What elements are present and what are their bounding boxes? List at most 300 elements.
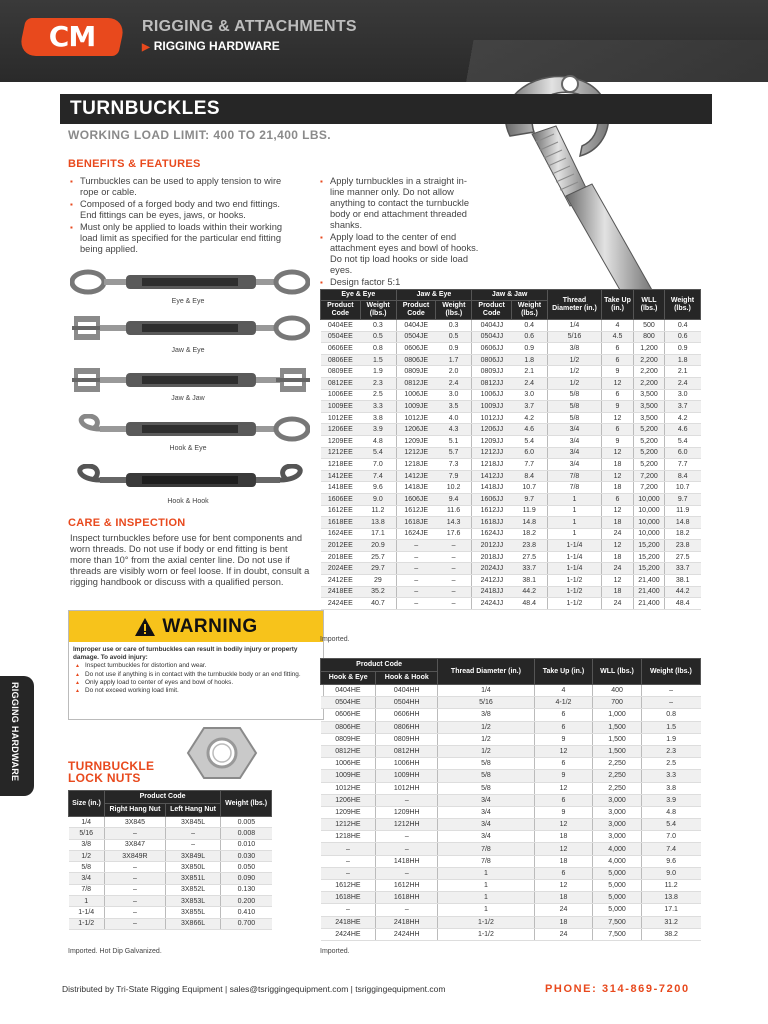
table-cell: 5.4 (641, 819, 700, 831)
table-row (321, 770, 701, 782)
table-cell: 0809HH (376, 733, 438, 745)
table-cell: – (104, 918, 165, 929)
table-row (321, 354, 701, 366)
table-cell: 3X851L (165, 873, 220, 884)
table-cell: 0812EE (321, 377, 361, 389)
table-cell: – (165, 828, 220, 839)
table-cell: – (104, 862, 165, 873)
table-cell: 1-1/2 (438, 928, 534, 940)
table-cell: 18 (601, 551, 633, 563)
table-cell: 12 (601, 412, 633, 424)
table-cell: 7.0 (360, 459, 396, 471)
table-row (69, 896, 272, 907)
table-cell: 7.4 (641, 843, 700, 855)
col-product-code: Product Code (321, 659, 438, 672)
table-row (321, 331, 701, 343)
table-cell: 0504HE (321, 697, 376, 709)
benefit-item: ▪ Must only be applied to loads within their working load limit as specified for the particular end fitting being applied. (70, 222, 298, 255)
table-cell: 2.4 (436, 377, 472, 389)
table-cell: 1-1/4 (547, 540, 601, 552)
table-cell: 1,200 (634, 343, 665, 355)
table-cell: 0.008 (221, 828, 272, 839)
hook-table-note: Imported. (320, 948, 350, 955)
table-cell: 1612JE (396, 505, 436, 517)
table-cell: 1,500 (593, 745, 641, 757)
table-cell: 18 (534, 892, 593, 904)
table-cell: 5/8 (438, 758, 534, 770)
table-cell: 23.8 (511, 540, 547, 552)
caption-jaw-jaw: Jaw & Jaw (171, 395, 205, 402)
table-cell: 3/8 (438, 709, 534, 721)
locknut-table-body (69, 817, 272, 930)
table-cell: 0.200 (221, 896, 272, 907)
table-cell: 4,000 (593, 843, 641, 855)
table-cell: 1212EE (321, 447, 361, 459)
table-cell: 6 (534, 867, 593, 879)
table-cell: 0.4 (511, 320, 547, 332)
table-row (321, 843, 701, 855)
table-row (321, 528, 701, 540)
table-cell: – (396, 551, 436, 563)
table-cell: 1 (547, 505, 601, 517)
main-table-body (321, 320, 701, 610)
table-row (69, 907, 272, 918)
table-row (321, 447, 701, 459)
warning-item: ▲ Do not use if anything is in contact with the turnbuckle body or an end fitting. (73, 671, 319, 679)
table-cell: 4,000 (593, 855, 641, 867)
table-cell: – (396, 563, 436, 575)
table-cell: 4.8 (360, 435, 396, 447)
table-cell: 1 (547, 528, 601, 540)
table-row (69, 839, 272, 850)
table-cell: – (376, 794, 438, 806)
table-cell: 1 (69, 896, 105, 907)
table-cell: – (165, 839, 220, 850)
col-weight-sub: Weight (lbs.) (360, 301, 396, 320)
table-row (321, 855, 701, 867)
table-cell: 1-1/2 (69, 918, 105, 929)
table-cell: 0.3 (436, 320, 472, 332)
table-cell: 0.700 (221, 918, 272, 929)
table-cell: 27.5 (511, 551, 547, 563)
col-wll: WLL (lbs.) (593, 659, 641, 685)
table-cell: – (321, 867, 376, 879)
table-cell: 1-1/2 (547, 586, 601, 598)
table-cell: 13.8 (360, 517, 396, 529)
table-cell: 1/4 (69, 817, 105, 828)
col-size: Size (in.) (69, 791, 105, 817)
table-cell: 10,000 (634, 528, 665, 540)
table-cell: 12 (601, 470, 633, 482)
table-cell: 2018JJ (472, 551, 512, 563)
table-cell: 1612HE (321, 880, 376, 892)
table-cell: 25.7 (360, 551, 396, 563)
table-cell: 1 (438, 867, 534, 879)
table-cell: 4.8 (641, 806, 700, 818)
table-cell: 7.9 (436, 470, 472, 482)
table-row (321, 745, 701, 757)
table-cell: 5/8 (438, 782, 534, 794)
table-cell: 8.4 (511, 470, 547, 482)
table-cell: 40.7 (360, 598, 396, 610)
table-cell: 0812HE (321, 745, 376, 757)
table-cell: 3X849L (165, 850, 220, 861)
table-cell: 1/4 (547, 320, 601, 332)
table-cell: 2.1 (664, 366, 700, 378)
side-tab (0, 676, 34, 796)
table-cell: 3/4 (547, 447, 601, 459)
col-product-code: Product Code (321, 301, 361, 320)
table-cell: 31.2 (641, 916, 700, 928)
table-cell: 5.4 (511, 435, 547, 447)
table-cell: – (376, 843, 438, 855)
caption-eye-eye: Eye & Eye (171, 298, 205, 305)
table-cell: 38.1 (664, 575, 700, 587)
table-cell: 33.7 (511, 563, 547, 575)
table-cell: 3/4 (438, 831, 534, 843)
table-row (321, 892, 701, 904)
col-take-up: Take Up (in.) (601, 290, 633, 320)
table-cell: 1212JJ (472, 447, 512, 459)
caption-hook-hook: Hook & Hook (167, 498, 209, 505)
table-cell: 1.8 (511, 354, 547, 366)
warning-item: ▲ Only apply load to center of eyes and bowl of hooks. (73, 679, 319, 687)
table-cell: – (436, 563, 472, 575)
table-cell: 4.0 (436, 412, 472, 424)
table-cell: 1006HH (376, 758, 438, 770)
warning-item: ▲ Inspect turnbuckles for distortion and wear. (73, 662, 319, 670)
caption-jaw-eye: Jaw & Eye (171, 347, 205, 354)
table-cell: 0.005 (221, 817, 272, 828)
col-left-hang-nut: Left Hang Nut (165, 804, 220, 817)
table-row (321, 343, 701, 355)
table-cell: 1/2 (547, 366, 601, 378)
table-cell: 4.6 (511, 424, 547, 436)
table-cell: 3/4 (69, 873, 105, 884)
table-cell: 5,200 (634, 424, 665, 436)
table-cell: 0504HH (376, 697, 438, 709)
col-weight: Weight (lbs.) (664, 290, 700, 320)
table-cell: 3/4 (438, 819, 534, 831)
table-cell: 14.3 (436, 517, 472, 529)
table-row (321, 916, 701, 928)
table-row (321, 540, 701, 552)
locknut-title-line2: LOCK NUTS (68, 771, 141, 785)
eye-jaw-spec-table (320, 289, 701, 610)
table-cell: 6 (534, 709, 593, 721)
table-cell: 15,200 (634, 563, 665, 575)
table-cell: 1.8 (664, 354, 700, 366)
table-cell: 1624EE (321, 528, 361, 540)
table-cell: – (376, 867, 438, 879)
table-cell: 1212JE (396, 447, 436, 459)
table-row (321, 366, 701, 378)
benefits-list-left (70, 176, 298, 256)
table-cell: 27.5 (664, 551, 700, 563)
table-cell: 14.8 (511, 517, 547, 529)
table-cell: 2.0 (436, 366, 472, 378)
table-cell: 3X845 (104, 817, 165, 828)
col-weight-sub: Weight (lbs.) (511, 301, 547, 320)
table-cell: 3,500 (634, 412, 665, 424)
benefit-item: ▪ Turnbuckles can be used to apply tension to wire rope or cable. (70, 176, 298, 198)
table-cell: 4-1/2 (534, 697, 593, 709)
table-cell: 6 (601, 424, 633, 436)
table-cell: 0.6 (664, 331, 700, 343)
table-cell: – (104, 896, 165, 907)
table-cell: 7,200 (634, 482, 665, 494)
table-cell: 8.4 (664, 470, 700, 482)
table-cell: 1218JE (396, 459, 436, 471)
table-cell: 1 (438, 880, 534, 892)
table-cell: 1006JJ (472, 389, 512, 401)
table-cell: 29 (360, 575, 396, 587)
table-cell: 1412EE (321, 470, 361, 482)
table-cell: 5,000 (593, 867, 641, 879)
table-cell: 1.5 (360, 354, 396, 366)
table-cell: 10.7 (664, 482, 700, 494)
table-cell: 24 (601, 598, 633, 610)
table-cell: 20.9 (360, 540, 396, 552)
table-cell: 11.2 (360, 505, 396, 517)
table-cell: 1209HH (376, 806, 438, 818)
table-cell: 700 (593, 697, 641, 709)
table-cell: 48.4 (664, 598, 700, 610)
table-row (321, 709, 701, 721)
table-cell: 0806JJ (472, 354, 512, 366)
table-row (321, 482, 701, 494)
table-row (69, 918, 272, 929)
table-cell: 6 (601, 389, 633, 401)
table-cell: 9 (534, 733, 593, 745)
table-cell: 4.3 (436, 424, 472, 436)
jaw-jaw-turnbuckle-image (70, 366, 310, 394)
table-cell: – (436, 551, 472, 563)
table-cell: 1412JJ (472, 470, 512, 482)
table-cell: 6 (534, 794, 593, 806)
table-cell: 1.9 (641, 733, 700, 745)
col-take-up: Take Up (in.) (534, 659, 593, 685)
table-cell: 0.9 (436, 343, 472, 355)
table-cell: 6 (534, 721, 593, 733)
table-cell: 7.7 (664, 459, 700, 471)
table-cell: 3/4 (547, 435, 601, 447)
table-cell: 0.4 (664, 320, 700, 332)
table-cell: 4 (534, 685, 593, 697)
table-row (321, 867, 701, 879)
table-cell: – (321, 843, 376, 855)
table-row (69, 850, 272, 861)
table-cell: – (436, 575, 472, 587)
table-cell: 12 (601, 540, 633, 552)
table-cell: 44.2 (511, 586, 547, 598)
table-cell: 1 (547, 517, 601, 529)
table-cell: 35.2 (360, 586, 396, 598)
table-cell: – (396, 540, 436, 552)
table-cell: 18 (534, 831, 593, 843)
care-text: Inspect turnbuckles before use for bent components and worn threads. Do not use if body or end fitting is bent more than 10° from the axial center line. Do not use if threads are visibly worn or feel loose. If in doubt, consult a rigging handbook or discuss with a qualified person. (70, 533, 310, 587)
table-cell: 2.5 (360, 389, 396, 401)
table-cell: 2012EE (321, 540, 361, 552)
table-cell: 5/16 (69, 828, 105, 839)
table-cell: 2,250 (593, 770, 641, 782)
table-cell: 0404EE (321, 320, 361, 332)
table-cell: 9.4 (436, 493, 472, 505)
col-thread-diameter: Thread Diameter (in.) (547, 290, 601, 320)
table-cell: 0812HH (376, 745, 438, 757)
table-cell: 1012EE (321, 412, 361, 424)
jaw-eye-turnbuckle-image (70, 314, 310, 342)
table-row (321, 459, 701, 471)
table-cell: 1009EE (321, 401, 361, 413)
table-row (321, 697, 701, 709)
table-cell: 21,400 (634, 586, 665, 598)
table-cell: 5/8 (438, 770, 534, 782)
table-cell: 18 (601, 459, 633, 471)
table-cell: 6 (534, 758, 593, 770)
footer-phone: PHONE: 314-869-7200 (545, 983, 690, 995)
table-cell: 17.1 (360, 528, 396, 540)
table-cell: 3/4 (547, 459, 601, 471)
benefit-item: ▪ Composed of a forged body and two end fittings. End fittings can be eyes, jaws, or hooks. (70, 199, 298, 221)
table-cell: 7/8 (438, 855, 534, 867)
table-cell: 12 (534, 843, 593, 855)
table-cell: 5.7 (436, 447, 472, 459)
table-cell: 7/8 (438, 843, 534, 855)
table-cell: 9.7 (511, 493, 547, 505)
table-cell: 4 (601, 320, 633, 332)
table-cell: 12 (534, 782, 593, 794)
table-cell: 5,000 (593, 904, 641, 916)
table-cell: 1209JJ (472, 435, 512, 447)
table-cell: 3.0 (664, 389, 700, 401)
table-row (321, 389, 701, 401)
table-row (321, 551, 701, 563)
table-cell: 9.7 (664, 493, 700, 505)
table-row (321, 505, 701, 517)
table-cell: 11.6 (436, 505, 472, 517)
table-cell: 5,200 (634, 459, 665, 471)
table-cell: 0806JE (396, 354, 436, 366)
table-cell: 1.5 (641, 721, 700, 733)
table-row (321, 758, 701, 770)
col-wll: WLL (lbs.) (634, 290, 665, 320)
table-row (321, 685, 701, 697)
table-cell: 2.1 (511, 366, 547, 378)
table-cell: – (321, 855, 376, 867)
table-cell: 1006JE (396, 389, 436, 401)
table-cell: 0.410 (221, 907, 272, 918)
table-cell: 1218HE (321, 831, 376, 843)
table-row (321, 575, 701, 587)
table-cell: 3.7 (511, 401, 547, 413)
eye-eye-turnbuckle-image (70, 268, 310, 296)
table-cell: 1412JE (396, 470, 436, 482)
table-cell: 0.030 (221, 850, 272, 861)
table-cell: 10,000 (634, 493, 665, 505)
table-cell: 1009JJ (472, 401, 512, 413)
table-cell: 17.1 (641, 904, 700, 916)
table-row (321, 904, 701, 916)
locknut-title (68, 760, 154, 784)
brand-logo: CM (18, 18, 126, 56)
col-product-code: Product Code (472, 301, 512, 320)
triangle-right-icon: ▶ (142, 42, 150, 53)
table-cell: 2024JJ (472, 563, 512, 575)
col-group-eye-eye: Eye & Eye (321, 290, 397, 301)
col-weight: Weight (lbs.) (641, 659, 700, 685)
table-cell: 1012JJ (472, 412, 512, 424)
table-cell: 1606EE (321, 493, 361, 505)
table-cell: 7/8 (547, 482, 601, 494)
table-cell: 1212HE (321, 819, 376, 831)
table-cell: 1418JJ (472, 482, 512, 494)
table-cell: 3X853L (165, 896, 220, 907)
table-cell: 29.7 (360, 563, 396, 575)
table-cell: 10,000 (634, 505, 665, 517)
table-cell: 1206EE (321, 424, 361, 436)
table-cell: 24 (534, 928, 593, 940)
col-group-jaw-eye: Jaw & Eye (396, 290, 472, 301)
table-row (321, 493, 701, 505)
table-cell: 12 (601, 575, 633, 587)
table-cell: 2424EE (321, 598, 361, 610)
table-cell: 12 (534, 745, 593, 757)
table-cell: 1/2 (547, 377, 601, 389)
table-cell: 7.0 (641, 831, 700, 843)
table-cell: 2424JJ (472, 598, 512, 610)
table-cell: 9 (534, 806, 593, 818)
table-cell: 0606HH (376, 709, 438, 721)
table-cell: 11.9 (664, 505, 700, 517)
table-cell: – (376, 904, 438, 916)
table-cell: 0.130 (221, 884, 272, 895)
table-cell: 1012HH (376, 782, 438, 794)
table-cell: 5.4 (360, 447, 396, 459)
table-cell: 0404JE (396, 320, 436, 332)
table-cell: 5.1 (436, 435, 472, 447)
table-cell: 2.5 (641, 758, 700, 770)
table-cell: 1009HH (376, 770, 438, 782)
table-cell: 6.0 (511, 447, 547, 459)
table-cell: 5.4 (664, 435, 700, 447)
table-cell: 5/16 (547, 331, 601, 343)
col-product-code: Product Code (396, 301, 436, 320)
locknut-title-line1: TURNBUCKLE (68, 759, 155, 773)
table-cell: 5,000 (593, 892, 641, 904)
table-cell: 1009HE (321, 770, 376, 782)
table-cell: 0806EE (321, 354, 361, 366)
table-cell: 0404JJ (472, 320, 512, 332)
table-cell: 1418EE (321, 482, 361, 494)
table-cell: 2018EE (321, 551, 361, 563)
table-row (321, 928, 701, 940)
table-cell: 12 (601, 377, 633, 389)
table-cell: 6 (601, 493, 633, 505)
table-cell: 10.7 (511, 482, 547, 494)
table-cell: 7,200 (634, 470, 665, 482)
table-cell: 0404HE (321, 685, 376, 697)
table-cell: 17.6 (436, 528, 472, 540)
table-cell: 21,400 (634, 575, 665, 587)
main-table-note: Imported. (320, 636, 350, 643)
hook-eye-turnbuckle-image (70, 414, 310, 444)
table-row (69, 828, 272, 839)
table-cell: 1418HH (376, 855, 438, 867)
table-cell: 5/8 (547, 412, 601, 424)
table-cell: 24 (534, 904, 593, 916)
table-cell: 6 (601, 354, 633, 366)
